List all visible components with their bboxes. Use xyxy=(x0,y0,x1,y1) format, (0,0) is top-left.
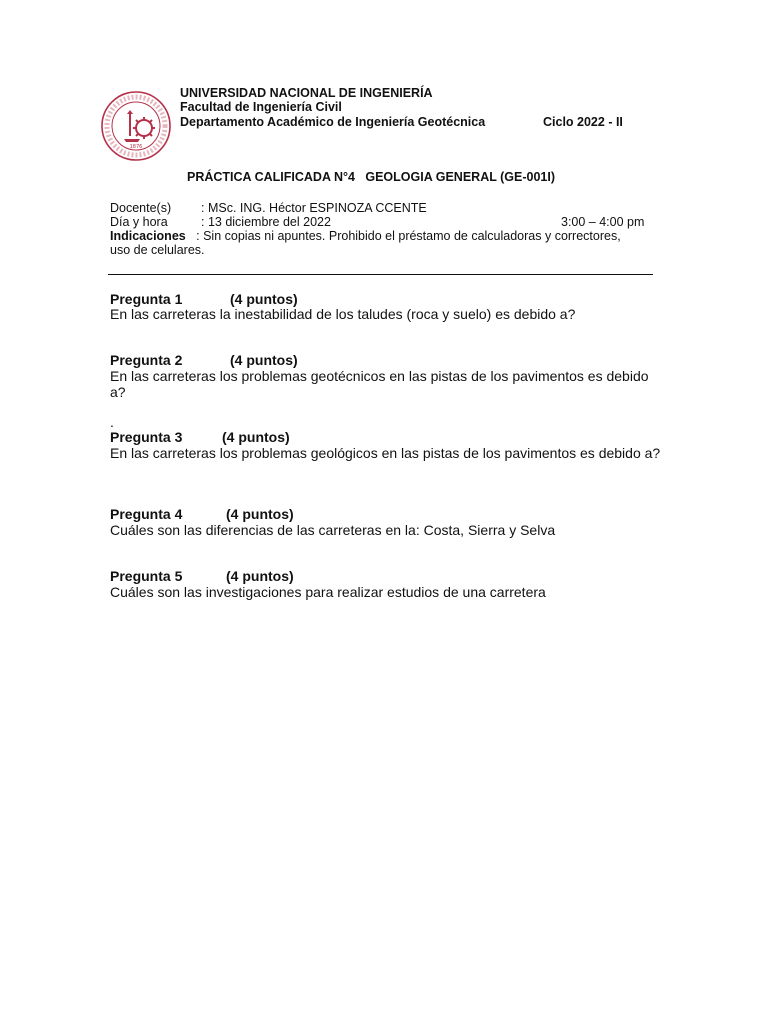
question-3-prefix: . xyxy=(110,414,114,430)
exam-title: PRÁCTICA CALIFICADA N°4 GEOLOGIA GENERAL (GE-001I) xyxy=(187,170,555,184)
question-4-title: Pregunta 4 xyxy=(110,506,183,522)
cycle-label: Ciclo 2022 - II xyxy=(543,115,623,129)
question-3-title: Pregunta 3 xyxy=(110,429,183,445)
question-2-points: (4 puntos) xyxy=(230,352,298,368)
university-seal-logo xyxy=(100,84,172,168)
docente-label: Docente(s) xyxy=(110,201,172,215)
docente-value: : MSc. ING. Héctor ESPINOZA CCENTE xyxy=(201,201,427,215)
question-5-text: Cuáles son las investigaciones para realizar estudios de una carretera xyxy=(110,584,546,600)
question-2-text: En las carreteras los problemas geotécnicos en las pistas de los pavimentos es debido a? xyxy=(110,368,649,400)
question-1-title: Pregunta 1 xyxy=(110,291,183,307)
indicaciones-row xyxy=(110,229,621,244)
department-name: Departamento Académico de Ingeniería Geotécnica xyxy=(180,115,486,129)
question-4-points: (4 puntos) xyxy=(226,506,294,522)
indicaciones-continuation: uso de celulares. xyxy=(110,243,205,257)
indicaciones-value: : Sin copias ni apuntes. Prohibido el préstamo de calculadoras y correctores, xyxy=(185,229,621,243)
question-1-text: En las carreteras la inestabilidad de los taludes (roca y suelo) es debido a? xyxy=(110,306,576,322)
question-5-title: Pregunta 5 xyxy=(110,568,183,584)
header-divider xyxy=(108,274,653,275)
faculty-name: Facultad de Ingeniería Civil xyxy=(180,100,342,114)
indicaciones-label: Indicaciones xyxy=(110,229,186,243)
question-3-text: En las carreteras los problemas geológicos en las pistas de los pavimentos es debido a? xyxy=(110,445,661,461)
dia-label: Día y hora xyxy=(110,215,168,229)
dia-value: : 13 diciembre del 2022 xyxy=(201,215,331,229)
question-2-title: Pregunta 2 xyxy=(110,352,183,368)
university-name: UNIVERSIDAD NACIONAL DE INGENIERÍA xyxy=(180,86,433,100)
university-seal-icon xyxy=(100,84,172,168)
question-3-points: (4 puntos) xyxy=(222,429,290,445)
seal-year: 1876 xyxy=(129,144,143,150)
question-4-text: Cuáles son las diferencias de las carreteras en la: Costa, Sierra y Selva xyxy=(110,522,556,538)
question-5-points: (4 puntos) xyxy=(226,568,294,584)
hora-value: 3:00 – 4:00 pm xyxy=(561,215,645,229)
question-1-points: (4 puntos) xyxy=(230,291,298,307)
